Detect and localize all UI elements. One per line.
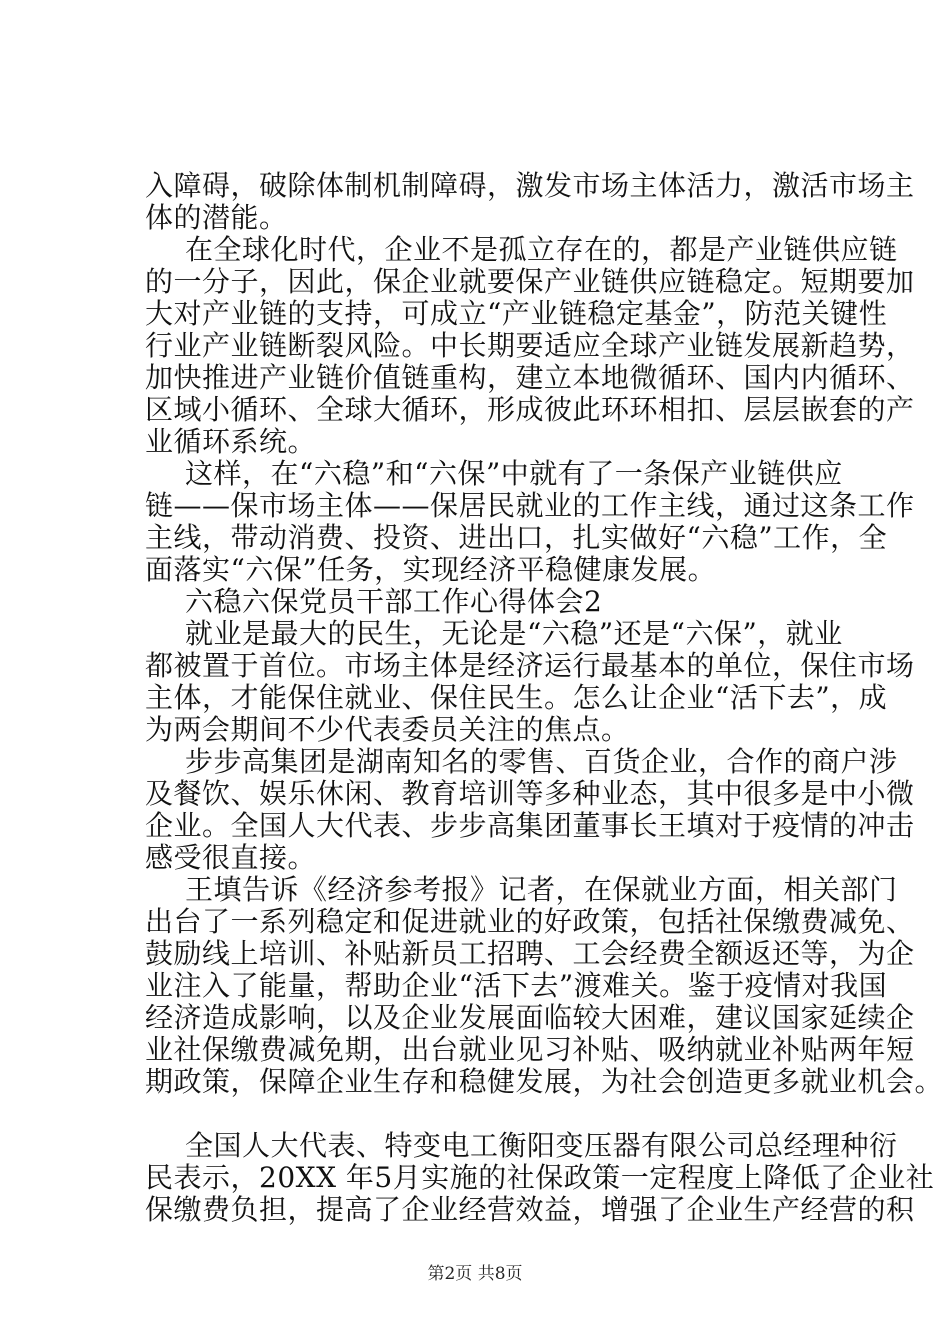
text-line: 大对产业链的支持，可成立“产业链稳定基金”，防范关键性 <box>145 297 888 330</box>
text-line: 主线，带动消费、投资、进出口，扎实做好“六稳”工作，全 <box>145 521 888 554</box>
paragraph-first-line: 步步高集团是湖南知名的零售、百货企业，合作的商户涉 <box>185 745 898 778</box>
section-heading: 六稳六保党员干部工作心得体会2 <box>185 585 603 618</box>
text-line: 经济造成影响，以及企业发展面临较大困难，建议国家延续企 <box>145 1001 915 1034</box>
text-line: 业社保缴费减免期，出台就业见习补贴、吸纳就业补贴两年短 <box>145 1033 915 1066</box>
text-line: 民表示，20XX 年5月实施的社保政策一定程度上降低了企业社 <box>145 1161 935 1194</box>
text-line: 出台了一系列稳定和促进就业的好政策，包括社保缴费减免、 <box>145 905 915 938</box>
paragraph-first-line: 在全球化时代，企业不是孤立存在的，都是产业链供应链 <box>185 233 898 266</box>
text-line: 保缴费负担，提高了企业经营效益，增强了企业生产经营的积 <box>145 1193 915 1226</box>
text-line: 为两会期间不少代表委员关注的焦点。 <box>145 713 630 746</box>
text-line: 主体，才能保住就业、保住民生。怎么让企业“活下去”，成 <box>145 681 888 714</box>
text-line: 业循环系统。 <box>145 425 317 458</box>
document-body <box>145 169 944 1226</box>
text-line: 企业。全国人大代表、步步高集团董事长王填对于疫情的冲击 <box>145 809 915 842</box>
text-line: 的一分子，因此，保企业就要保产业链供应链稳定。短期要加 <box>145 265 915 298</box>
text-line: 加快推进产业链价值链重构，建立本地微循环、国内内循环、 <box>145 361 915 394</box>
text-line: 面落实“六保”任务，实现经济平稳健康发展。 <box>145 553 717 586</box>
paragraph-first-line: 就业是最大的民生，无论是“六稳”还是“六保”，就业 <box>185 617 843 650</box>
paragraph-first-line: 全国人大代表、特变电工衡阳变压器有限公司总经理种衍 <box>185 1129 898 1162</box>
text-line: 及餐饮、娱乐休闲、教育培训等多种业态，其中很多是中小微 <box>145 777 915 810</box>
text-line: 链——保市场主体——保居民就业的工作主线，通过这条工作 <box>145 489 915 522</box>
paragraph-first-line: 这样，在“六稳”和“六保”中就有了一条保产业链供应 <box>185 457 843 490</box>
blank-line <box>145 1098 845 1130</box>
text-line: 体的潜能。 <box>145 201 288 234</box>
text-line: 期政策，保障企业生存和稳健发展，为社会创造更多就业机会。 <box>145 1065 944 1098</box>
text-line: 入障碍，破除体制机制障碍，激发市场主体活力，激活市场主 <box>145 169 915 202</box>
text-line: 都被置于首位。市场主体是经济运行最基本的单位，保住市场 <box>145 649 915 682</box>
text-line: 业注入了能量，帮助企业“活下去”渡难关。鉴于疫情对我国 <box>145 969 888 1002</box>
text-line: 行业产业链断裂风险。中长期要适应全球产业链发展新趋势， <box>145 329 915 362</box>
paragraph-first-line: 王填告诉《经济参考报》记者，在保就业方面，相关部门 <box>185 873 898 906</box>
page-number-footer: 第2页 共8页 <box>427 1264 523 1284</box>
text-line: 感受很直接。 <box>145 841 317 874</box>
text-line: 区域小循环、全球大循环，形成彼此环环相扣、层层嵌套的产 <box>145 393 915 426</box>
text-line: 鼓励线上培训、补贴新员工招聘、工会经费全额返还等，为企 <box>145 937 915 970</box>
